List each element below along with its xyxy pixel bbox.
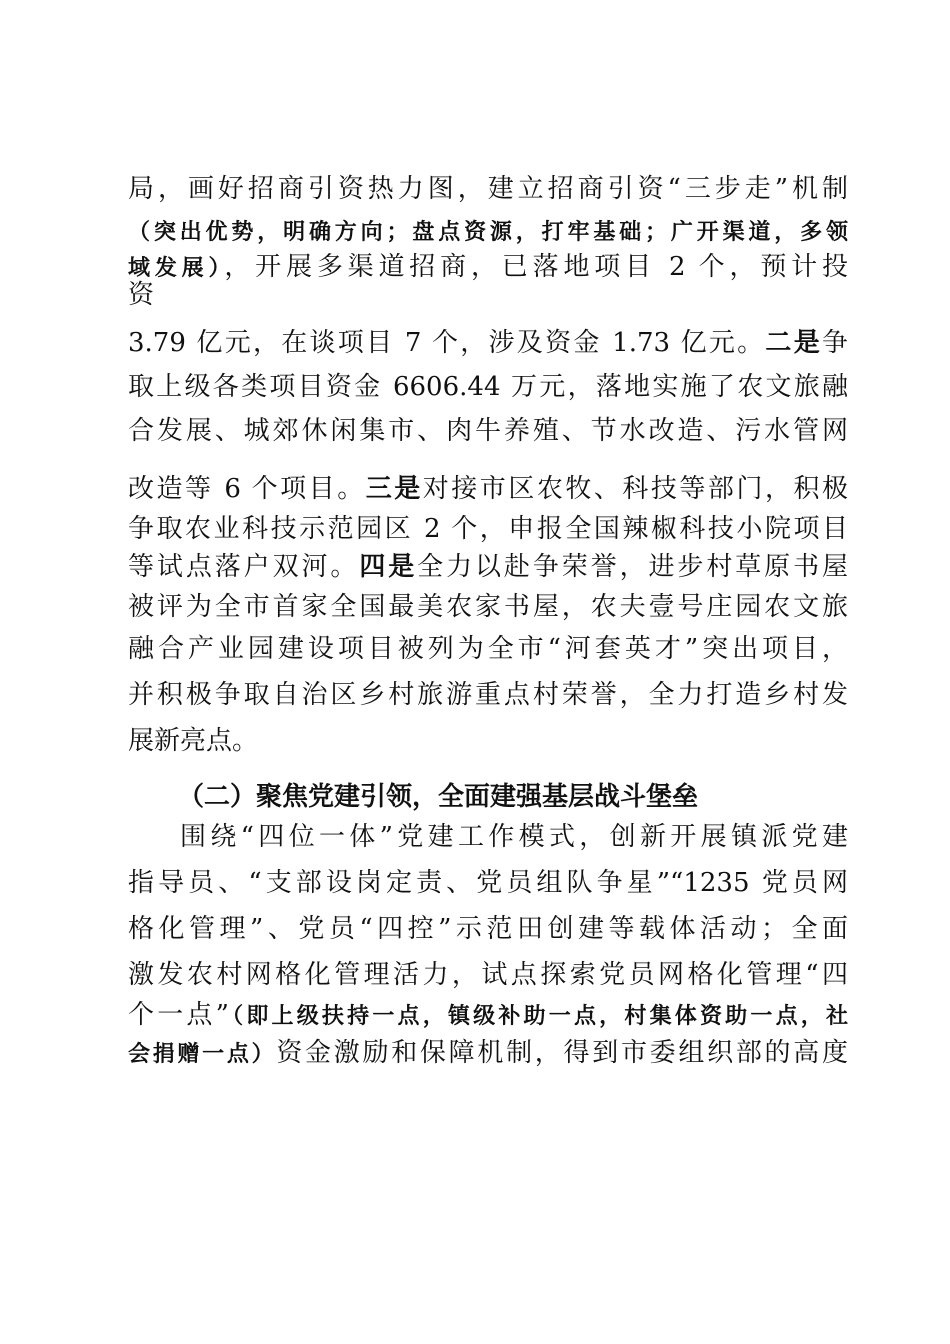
text-run: 局，画好招商引资热力图，建立招商引资“三步走”机制 xyxy=(128,174,848,204)
text-run: ，开展多渠道招商，已落地项目 2 个，预计投 xyxy=(224,252,848,282)
text-run: 格化管理”、党员“四控”示范田创建等载体活动；全面 xyxy=(128,914,848,944)
body-line xyxy=(128,550,848,584)
text-run: 等试点落户双河。 xyxy=(128,552,360,582)
body-line xyxy=(128,278,848,312)
text-run: 指导员、“支部设岗定责、党员组队争星”“1235 党员网 xyxy=(128,868,848,898)
section-heading: （二）聚焦党建引领，全面建强基层战斗堡垒 xyxy=(178,782,699,812)
text-run: 全力以赴争荣誉，进步村草原书屋 xyxy=(417,552,848,582)
text-run: 围绕“四位一体”党建工作模式，创新开展镇派党建 xyxy=(180,822,848,852)
bold-note: 会捐赠一点） xyxy=(128,1042,277,1067)
body-line xyxy=(128,512,848,546)
bold-marker: 四是 xyxy=(359,552,418,582)
body-line xyxy=(128,414,848,448)
text-run: 资金激励和保障机制，得到市委组织部的高度 xyxy=(276,1038,848,1068)
body-line xyxy=(128,912,848,946)
text-run: 个一点” xyxy=(128,1000,229,1030)
body-line xyxy=(128,370,848,404)
text-run: 并积极争取自治区乡村旅游重点村荣誉，全力打造乡村发 xyxy=(128,680,848,710)
body-line xyxy=(128,590,848,624)
bold-marker: 三是 xyxy=(365,474,423,504)
text-run: 3.79 亿元，在谈项目 7 个，涉及资金 1.73 亿元。 xyxy=(128,328,766,358)
bold-note: （即上级扶持一点，镇级补助一点，村集体资助一点，社 xyxy=(228,1004,848,1029)
body-line xyxy=(128,1036,848,1072)
text-run: 展新亮点。 xyxy=(128,726,259,756)
text-run: 争 xyxy=(821,328,848,358)
body-line xyxy=(128,998,848,1034)
text-run: 激发农村网格化管理活力，试点探索党员网格化管理“四 xyxy=(128,960,848,990)
body-line xyxy=(128,472,848,506)
body-line xyxy=(128,866,848,900)
body-line xyxy=(128,678,848,712)
body-line xyxy=(180,820,848,854)
text-run: 资 xyxy=(128,280,155,310)
bold-note: （突出优势，明确方向；盘点资源，打牢基础；广开渠道，多领 xyxy=(128,220,848,245)
body-line xyxy=(128,632,848,666)
body-line xyxy=(128,214,848,250)
text-run: 争取农业科技示范园区 2 个，申报全国辣椒科技小院项目 xyxy=(128,514,848,544)
text-run: 对接市区农牧、科技等部门，积极 xyxy=(422,474,848,504)
bold-marker: 二是 xyxy=(765,328,822,358)
text-run: 融合产业园建设项目被列为全市“河套英才”突出项目， xyxy=(128,634,848,664)
text-run: 合发展、城郊休闲集市、肉牛养殖、节水改造、污水管网 xyxy=(128,416,848,446)
body-line xyxy=(128,724,848,758)
text-run: 被评为全市首家全国最美农家书屋，农夫壹号庄园农文旅 xyxy=(128,592,848,622)
text-run: 改造等 6 个项目。 xyxy=(128,474,366,504)
body-line xyxy=(128,172,848,206)
bold-note: 域发展） xyxy=(128,256,225,281)
text-run: 取上级各类项目资金 6606.44 万元，落地实施了农文旅融 xyxy=(128,372,848,402)
body-line xyxy=(128,958,848,992)
body-line xyxy=(128,326,848,360)
